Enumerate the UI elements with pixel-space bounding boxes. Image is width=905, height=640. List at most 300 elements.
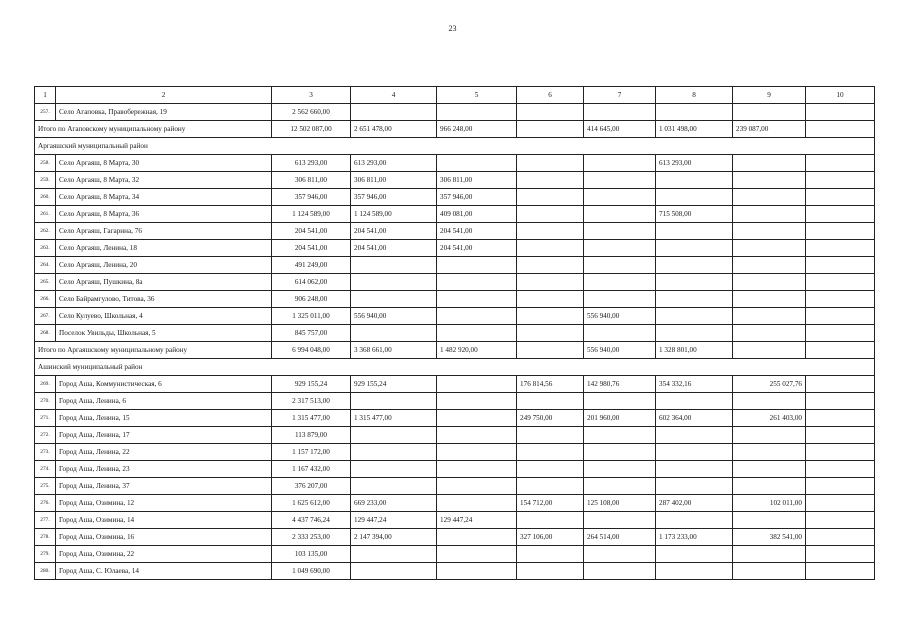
amount-cell: 204 541,00 xyxy=(437,240,517,257)
amount-cell: 929 155,24 xyxy=(272,376,351,393)
header-cell: 2 xyxy=(56,87,272,104)
amount-cell xyxy=(656,325,733,342)
amount-cell xyxy=(806,308,875,325)
amount-cell: 929 155,24 xyxy=(351,376,437,393)
amount-cell: 1 173 233,00 xyxy=(656,529,733,546)
amount-cell: 614 062,00 xyxy=(272,274,351,291)
amount-cell xyxy=(351,546,437,563)
amount-cell: 204 541,00 xyxy=(272,223,351,240)
amount-cell: 556 940,00 xyxy=(351,308,437,325)
amount-cell xyxy=(517,461,584,478)
row-number: 261. xyxy=(35,206,56,223)
amount-cell xyxy=(806,223,875,240)
header-cell: 9 xyxy=(733,87,806,104)
row-number: 265. xyxy=(35,274,56,291)
row-number: 260. xyxy=(35,189,56,206)
amount-cell: 556 940,00 xyxy=(584,308,656,325)
amount-cell xyxy=(351,325,437,342)
section-row xyxy=(35,359,875,376)
amount-cell xyxy=(437,529,517,546)
amount-cell xyxy=(806,410,875,427)
amount-cell: 613 293,00 xyxy=(351,155,437,172)
amount-cell: 264 514,00 xyxy=(584,529,656,546)
amount-cell xyxy=(733,427,806,444)
amount-cell xyxy=(656,563,733,580)
row-number: 262. xyxy=(35,223,56,240)
amount-cell xyxy=(733,240,806,257)
amount-cell xyxy=(351,257,437,274)
amount-cell xyxy=(517,546,584,563)
address-cell: Город Аша, Озимина, 14 xyxy=(56,512,272,529)
amount-cell xyxy=(806,546,875,563)
table-row xyxy=(35,444,875,461)
amount-cell xyxy=(733,325,806,342)
amount-cell xyxy=(437,257,517,274)
amount-cell: 103 135,00 xyxy=(272,546,351,563)
total-row xyxy=(35,121,875,138)
amount-cell: 255 027,76 xyxy=(733,376,806,393)
row-number: 268. xyxy=(35,325,56,342)
header-cell: 1 xyxy=(35,87,56,104)
table-row xyxy=(35,376,875,393)
amount-cell xyxy=(517,240,584,257)
header-cell: 10 xyxy=(806,87,875,104)
amount-cell: 154 712,00 xyxy=(517,495,584,512)
amount-cell xyxy=(733,478,806,495)
amount-cell: 966 248,00 xyxy=(437,121,517,138)
amount-cell: 306 811,00 xyxy=(272,172,351,189)
amount-cell: 1 315 477,00 xyxy=(351,410,437,427)
amount-cell xyxy=(656,512,733,529)
amount-cell: 2 333 253,00 xyxy=(272,529,351,546)
address-cell: Село Аргаяш, 8 Марта, 36 xyxy=(56,206,272,223)
amount-cell xyxy=(806,172,875,189)
amount-cell xyxy=(656,172,733,189)
amount-cell xyxy=(437,495,517,512)
amount-cell xyxy=(351,461,437,478)
address-cell: Город Аша, Озимина, 16 xyxy=(56,529,272,546)
address-cell: Город Аша, Ленина, 6 xyxy=(56,393,272,410)
amount-cell: 602 364,00 xyxy=(656,410,733,427)
row-number: 276. xyxy=(35,495,56,512)
header-cell: 4 xyxy=(351,87,437,104)
total-row xyxy=(35,342,875,359)
amount-cell: 102 011,00 xyxy=(733,495,806,512)
header-cell: 6 xyxy=(517,87,584,104)
amount-cell: 327 106,00 xyxy=(517,529,584,546)
amount-cell xyxy=(437,427,517,444)
amount-cell: 1 482 920,00 xyxy=(437,342,517,359)
table-row xyxy=(35,172,875,189)
amount-cell xyxy=(656,444,733,461)
amount-cell: 414 645,00 xyxy=(584,121,656,138)
amount-cell: 129 447,24 xyxy=(437,512,517,529)
amount-cell xyxy=(437,325,517,342)
amount-cell xyxy=(656,393,733,410)
page-number: 23 xyxy=(448,24,457,33)
amount-cell xyxy=(517,172,584,189)
amount-cell xyxy=(733,461,806,478)
amount-cell: 715 508,00 xyxy=(656,206,733,223)
address-cell: Город Аша, С. Юлаева, 14 xyxy=(56,563,272,580)
row-number: 278. xyxy=(35,529,56,546)
address-cell: Город Аша, Озимина, 22 xyxy=(56,546,272,563)
amount-cell xyxy=(806,444,875,461)
row-number: 267. xyxy=(35,308,56,325)
section-title: Ашинский муниципальный район xyxy=(35,359,875,376)
address-cell: Город Аша, Ленина, 15 xyxy=(56,410,272,427)
table-row xyxy=(35,240,875,257)
amount-cell xyxy=(656,189,733,206)
amount-cell xyxy=(806,478,875,495)
amount-cell xyxy=(517,257,584,274)
amount-cell: 845 757,00 xyxy=(272,325,351,342)
amount-cell xyxy=(517,155,584,172)
amount-cell: 287 402,00 xyxy=(656,495,733,512)
amount-cell xyxy=(806,512,875,529)
amount-cell xyxy=(733,257,806,274)
row-number: 259. xyxy=(35,172,56,189)
amount-cell xyxy=(806,240,875,257)
amount-cell: 409 081,00 xyxy=(437,206,517,223)
row-number: 273. xyxy=(35,444,56,461)
amount-cell xyxy=(656,546,733,563)
amount-cell xyxy=(733,155,806,172)
amount-cell xyxy=(733,512,806,529)
amount-cell xyxy=(437,104,517,121)
amount-cell xyxy=(437,308,517,325)
amount-cell xyxy=(351,478,437,495)
amount-cell xyxy=(517,291,584,308)
amount-cell: 204 541,00 xyxy=(351,223,437,240)
table-row xyxy=(35,427,875,444)
amount-cell xyxy=(806,155,875,172)
amount-cell xyxy=(806,257,875,274)
amount-cell xyxy=(584,325,656,342)
table-row xyxy=(35,410,875,427)
amount-cell xyxy=(656,257,733,274)
amount-cell xyxy=(584,206,656,223)
amount-cell xyxy=(733,189,806,206)
amount-cell: 261 403,00 xyxy=(733,410,806,427)
header-row xyxy=(35,87,875,104)
amount-cell: 239 087,00 xyxy=(733,121,806,138)
amount-cell: 1 124 589,00 xyxy=(351,206,437,223)
row-number: 279. xyxy=(35,546,56,563)
amount-cell xyxy=(733,172,806,189)
amount-cell: 613 293,00 xyxy=(656,155,733,172)
amount-cell xyxy=(584,240,656,257)
amount-cell: 3 368 661,00 xyxy=(351,342,437,359)
amount-cell: 306 811,00 xyxy=(437,172,517,189)
amount-cell xyxy=(517,325,584,342)
amount-cell xyxy=(517,223,584,240)
amount-cell xyxy=(517,206,584,223)
amount-cell: 1 124 589,00 xyxy=(272,206,351,223)
amount-cell xyxy=(584,223,656,240)
amount-cell xyxy=(806,274,875,291)
table-row xyxy=(35,274,875,291)
amount-cell: 376 207,00 xyxy=(272,478,351,495)
amount-cell xyxy=(517,189,584,206)
total-label: Итого по Агаповскому муниципальному району xyxy=(35,121,272,138)
row-number: 257. xyxy=(35,104,56,121)
amount-cell xyxy=(584,257,656,274)
amount-cell xyxy=(437,155,517,172)
amount-cell xyxy=(656,240,733,257)
row-number: 264. xyxy=(35,257,56,274)
amount-cell xyxy=(584,274,656,291)
table-row xyxy=(35,325,875,342)
header-cell: 8 xyxy=(656,87,733,104)
amount-cell: 204 541,00 xyxy=(272,240,351,257)
amount-cell xyxy=(517,104,584,121)
amount-cell: 613 293,00 xyxy=(272,155,351,172)
amount-cell xyxy=(806,104,875,121)
table-row xyxy=(35,512,875,529)
amount-cell: 1 049 690,00 xyxy=(272,563,351,580)
amount-cell xyxy=(733,291,806,308)
amount-cell: 1 325 011,00 xyxy=(272,308,351,325)
amount-cell xyxy=(733,444,806,461)
amount-cell xyxy=(437,376,517,393)
amount-cell xyxy=(584,444,656,461)
amount-cell xyxy=(351,444,437,461)
amount-cell xyxy=(517,342,584,359)
amount-cell xyxy=(517,444,584,461)
row-number: 266. xyxy=(35,291,56,308)
amount-cell: 249 750,00 xyxy=(517,410,584,427)
amount-cell xyxy=(656,478,733,495)
amount-cell xyxy=(584,189,656,206)
amount-cell: 2 651 478,00 xyxy=(351,121,437,138)
row-number: 277. xyxy=(35,512,56,529)
amount-cell xyxy=(437,274,517,291)
amount-cell xyxy=(733,342,806,359)
total-label: Итого по Аргаяшскому муниципальному району xyxy=(35,342,272,359)
row-number: 275. xyxy=(35,478,56,495)
amount-cell: 4 437 746,24 xyxy=(272,512,351,529)
table-row xyxy=(35,223,875,240)
amount-cell xyxy=(656,291,733,308)
amount-cell: 357 946,00 xyxy=(351,189,437,206)
amount-cell xyxy=(437,410,517,427)
amount-cell: 125 108,00 xyxy=(584,495,656,512)
amount-cell: 906 248,00 xyxy=(272,291,351,308)
row-number: 271. xyxy=(35,410,56,427)
table-row xyxy=(35,308,875,325)
address-cell: Село Байрамгулово, Титова, 36 xyxy=(56,291,272,308)
amount-cell: 129 447,24 xyxy=(351,512,437,529)
table-body xyxy=(35,87,875,580)
section-row xyxy=(35,138,875,155)
amount-cell: 176 814,56 xyxy=(517,376,584,393)
address-cell: Село Кулуево, Школьная, 4 xyxy=(56,308,272,325)
amount-cell xyxy=(806,393,875,410)
amount-cell xyxy=(437,563,517,580)
amount-cell: 1 315 477,00 xyxy=(272,410,351,427)
amount-cell xyxy=(437,546,517,563)
amount-cell xyxy=(656,223,733,240)
amount-cell xyxy=(806,325,875,342)
table-row xyxy=(35,478,875,495)
amount-cell xyxy=(437,291,517,308)
amount-cell xyxy=(656,461,733,478)
address-cell: Город Аша, Коммунистическая, 6 xyxy=(56,376,272,393)
amount-cell xyxy=(584,427,656,444)
amount-cell: 1 031 498,00 xyxy=(656,121,733,138)
amount-cell xyxy=(806,189,875,206)
row-number: 280. xyxy=(35,563,56,580)
amount-cell xyxy=(806,563,875,580)
table-row xyxy=(35,189,875,206)
amount-cell xyxy=(437,478,517,495)
amount-cell xyxy=(806,427,875,444)
amount-cell: 491 249,00 xyxy=(272,257,351,274)
amount-cell: 1 625 612,00 xyxy=(272,495,351,512)
amount-cell: 2 147 394,00 xyxy=(351,529,437,546)
address-cell: Село Аргаяш, Ленина, 20 xyxy=(56,257,272,274)
row-number: 270. xyxy=(35,393,56,410)
amount-cell xyxy=(656,308,733,325)
address-cell: Село Аргаяш, Ленина, 18 xyxy=(56,240,272,257)
amount-cell: 1 167 432,00 xyxy=(272,461,351,478)
amount-cell xyxy=(733,104,806,121)
amount-cell xyxy=(584,155,656,172)
header-cell: 3 xyxy=(272,87,351,104)
amount-cell: 1 328 801,00 xyxy=(656,342,733,359)
row-number: 258. xyxy=(35,155,56,172)
table-row xyxy=(35,393,875,410)
amount-cell xyxy=(517,563,584,580)
address-cell: Село Агаповка, Правобережная, 19 xyxy=(56,104,272,121)
amount-cell xyxy=(656,274,733,291)
amount-cell xyxy=(351,563,437,580)
amount-cell xyxy=(733,223,806,240)
amount-cell xyxy=(351,393,437,410)
address-cell: Город Аша, Ленина, 17 xyxy=(56,427,272,444)
amount-cell xyxy=(517,121,584,138)
address-cell: Город Аша, Ленина, 37 xyxy=(56,478,272,495)
amount-cell: 1 157 172,00 xyxy=(272,444,351,461)
amount-cell xyxy=(584,512,656,529)
amount-cell xyxy=(437,461,517,478)
amount-cell xyxy=(517,478,584,495)
table-row xyxy=(35,104,875,121)
amount-cell xyxy=(351,291,437,308)
section-title: Аргаяшский муниципальный район xyxy=(35,138,875,155)
amount-cell xyxy=(584,461,656,478)
amount-cell xyxy=(806,121,875,138)
table-row xyxy=(35,206,875,223)
table-row xyxy=(35,546,875,563)
header-cell: 7 xyxy=(584,87,656,104)
amount-cell: 556 940,00 xyxy=(584,342,656,359)
amount-cell xyxy=(733,308,806,325)
table-row xyxy=(35,529,875,546)
table-row xyxy=(35,495,875,512)
amount-cell xyxy=(806,461,875,478)
address-cell: Село Аргаяш, 8 Марта, 30 xyxy=(56,155,272,172)
amount-cell xyxy=(733,393,806,410)
amount-cell xyxy=(351,274,437,291)
amount-cell: 204 541,00 xyxy=(351,240,437,257)
amount-cell: 354 332,16 xyxy=(656,376,733,393)
amount-cell xyxy=(584,104,656,121)
amount-cell: 357 946,00 xyxy=(272,189,351,206)
amount-cell xyxy=(584,546,656,563)
amount-cell xyxy=(733,546,806,563)
amount-cell xyxy=(437,393,517,410)
row-number: 274. xyxy=(35,461,56,478)
address-cell: Город Аша, Озимина, 12 xyxy=(56,495,272,512)
amount-cell: 6 994 048,00 xyxy=(272,342,351,359)
amount-cell xyxy=(437,444,517,461)
address-cell: Село Аргаяш, Гагарина, 76 xyxy=(56,223,272,240)
amount-cell xyxy=(806,529,875,546)
address-cell: Село Аргаяш, Пушкина, 8а xyxy=(56,274,272,291)
budget-table xyxy=(34,86,875,580)
amount-cell xyxy=(733,274,806,291)
address-cell: Поселок Увильды, Школьная, 5 xyxy=(56,325,272,342)
address-cell: Село Аргаяш, 8 Марта, 32 xyxy=(56,172,272,189)
amount-cell xyxy=(517,512,584,529)
row-number: 269. xyxy=(35,376,56,393)
amount-cell xyxy=(584,172,656,189)
amount-cell: 669 233,00 xyxy=(351,495,437,512)
amount-cell: 12 502 087,00 xyxy=(272,121,351,138)
amount-cell xyxy=(733,206,806,223)
row-number: 272. xyxy=(35,427,56,444)
table-row xyxy=(35,461,875,478)
amount-cell xyxy=(656,104,733,121)
table-row xyxy=(35,155,875,172)
amount-cell xyxy=(656,427,733,444)
amount-cell xyxy=(584,393,656,410)
amount-cell xyxy=(584,478,656,495)
amount-cell xyxy=(806,342,875,359)
amount-cell xyxy=(806,206,875,223)
amount-cell: 357 946,00 xyxy=(437,189,517,206)
amount-cell xyxy=(351,427,437,444)
amount-cell: 142 980,76 xyxy=(584,376,656,393)
amount-cell xyxy=(584,291,656,308)
amount-cell: 201 960,00 xyxy=(584,410,656,427)
amount-cell xyxy=(517,274,584,291)
address-cell: Село Аргаяш, 8 Марта, 34 xyxy=(56,189,272,206)
amount-cell xyxy=(517,427,584,444)
table-row xyxy=(35,291,875,308)
amount-cell: 113 879,00 xyxy=(272,427,351,444)
amount-cell xyxy=(584,563,656,580)
table-row xyxy=(35,257,875,274)
amount-cell xyxy=(733,563,806,580)
amount-cell: 382 541,00 xyxy=(733,529,806,546)
amount-cell xyxy=(351,104,437,121)
amount-cell: 2 317 513,00 xyxy=(272,393,351,410)
amount-cell xyxy=(806,376,875,393)
address-cell: Город Аша, Ленина, 22 xyxy=(56,444,272,461)
header-cell: 5 xyxy=(437,87,517,104)
amount-cell xyxy=(806,495,875,512)
amount-cell: 2 562 660,00 xyxy=(272,104,351,121)
amount-cell: 204 541,00 xyxy=(437,223,517,240)
table-row xyxy=(35,563,875,580)
row-number: 263. xyxy=(35,240,56,257)
address-cell: Город Аша, Ленина, 23 xyxy=(56,461,272,478)
amount-cell xyxy=(517,393,584,410)
amount-cell xyxy=(806,291,875,308)
